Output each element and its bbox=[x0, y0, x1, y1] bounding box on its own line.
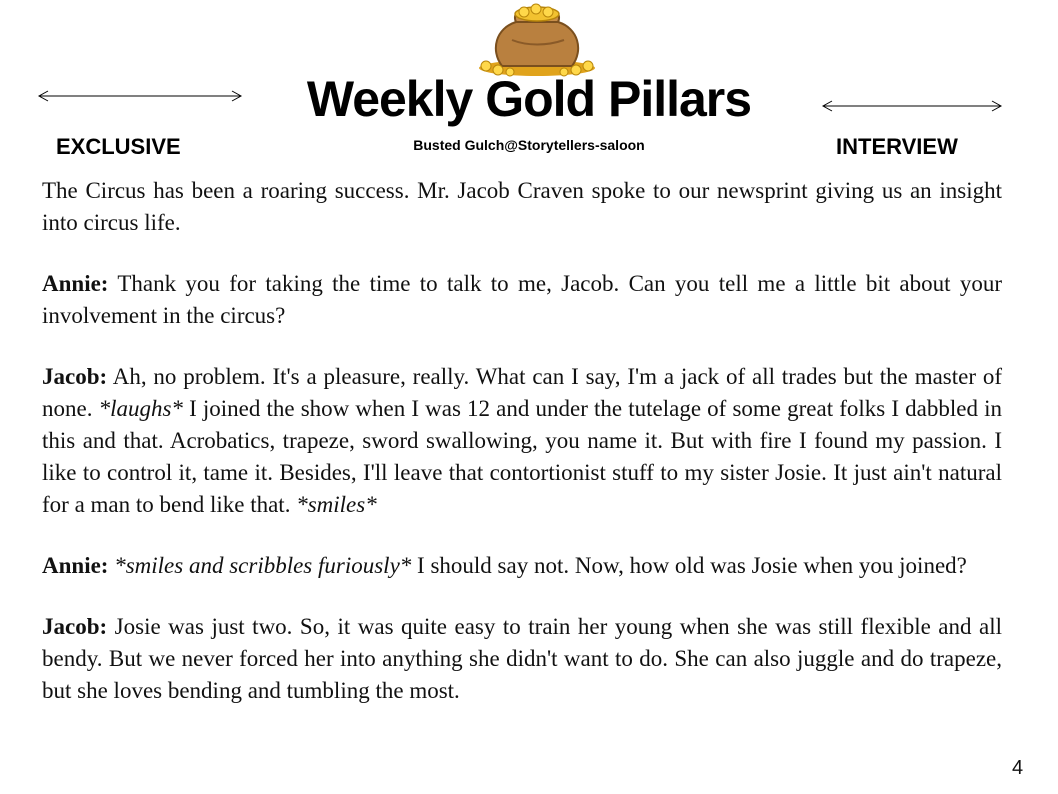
intro-paragraph: The Circus has been a roaring success. Mr. Jacob Craven spoke to our newsprint giving us an insight into circus life. bbox=[42, 178, 1002, 235]
interview-paragraph bbox=[42, 611, 1002, 707]
dialogue-text: Josie was just two. So, it was quite easy to train her young when she was still flexible and all bendy. But we never forced her into anything she didn't want to do. She can also juggle and do trapeze, but she loves bending and tumbling the most. bbox=[42, 614, 1002, 703]
interview-label: INTERVIEW bbox=[836, 134, 958, 159]
speaker-name: Jacob: bbox=[42, 614, 108, 639]
dialogue-text: Ah, no problem. It's a pleasure, really. What can I say, I'm a jack of all trades but the master of none. bbox=[42, 364, 1002, 421]
speaker-name: Jacob: bbox=[42, 364, 108, 389]
article-body bbox=[42, 175, 1002, 736]
double-arrow-icon bbox=[820, 98, 1004, 114]
page-number: 4 bbox=[1012, 757, 1024, 779]
dialogue-text: I should say not. Now, how old was Josie when you joined? bbox=[411, 553, 967, 578]
double-arrow-icon bbox=[36, 88, 244, 104]
interview-paragraph bbox=[42, 268, 1002, 332]
speaker-name: Annie: bbox=[42, 271, 109, 296]
stage-direction: *smiles and scribbles furiously* bbox=[114, 553, 412, 578]
dialogue-text: Thank you for taking the time to talk to me, Jacob. Can you tell me a little bit about your involvement in the circus? bbox=[42, 271, 1002, 328]
speaker-name: Annie: bbox=[42, 553, 109, 578]
stage-direction: *smiles* bbox=[296, 492, 377, 517]
gold-coin-bag-icon bbox=[472, 0, 602, 78]
interview-paragraph bbox=[42, 550, 1002, 582]
newspaper-title: Weekly Gold Pillars bbox=[306, 71, 752, 127]
stage-direction: *laughs* bbox=[98, 396, 183, 421]
byline: Busted Gulch@Storytellers-saloon bbox=[413, 137, 645, 153]
dialogue-text: I joined the show when I was 12 and under the tutelage of some great folks I dabbled in this and that. Acrobatics, trapeze, sword swallowing, you name it. But with fire I found my passion. I like to control it, tame it. Besides, I'll leave that contortionist stuff to my sister Josie. It just ain't natural for a man to bend like that. bbox=[42, 396, 1002, 517]
interview-paragraph bbox=[42, 361, 1002, 521]
exclusive-label: EXCLUSIVE bbox=[56, 134, 181, 159]
